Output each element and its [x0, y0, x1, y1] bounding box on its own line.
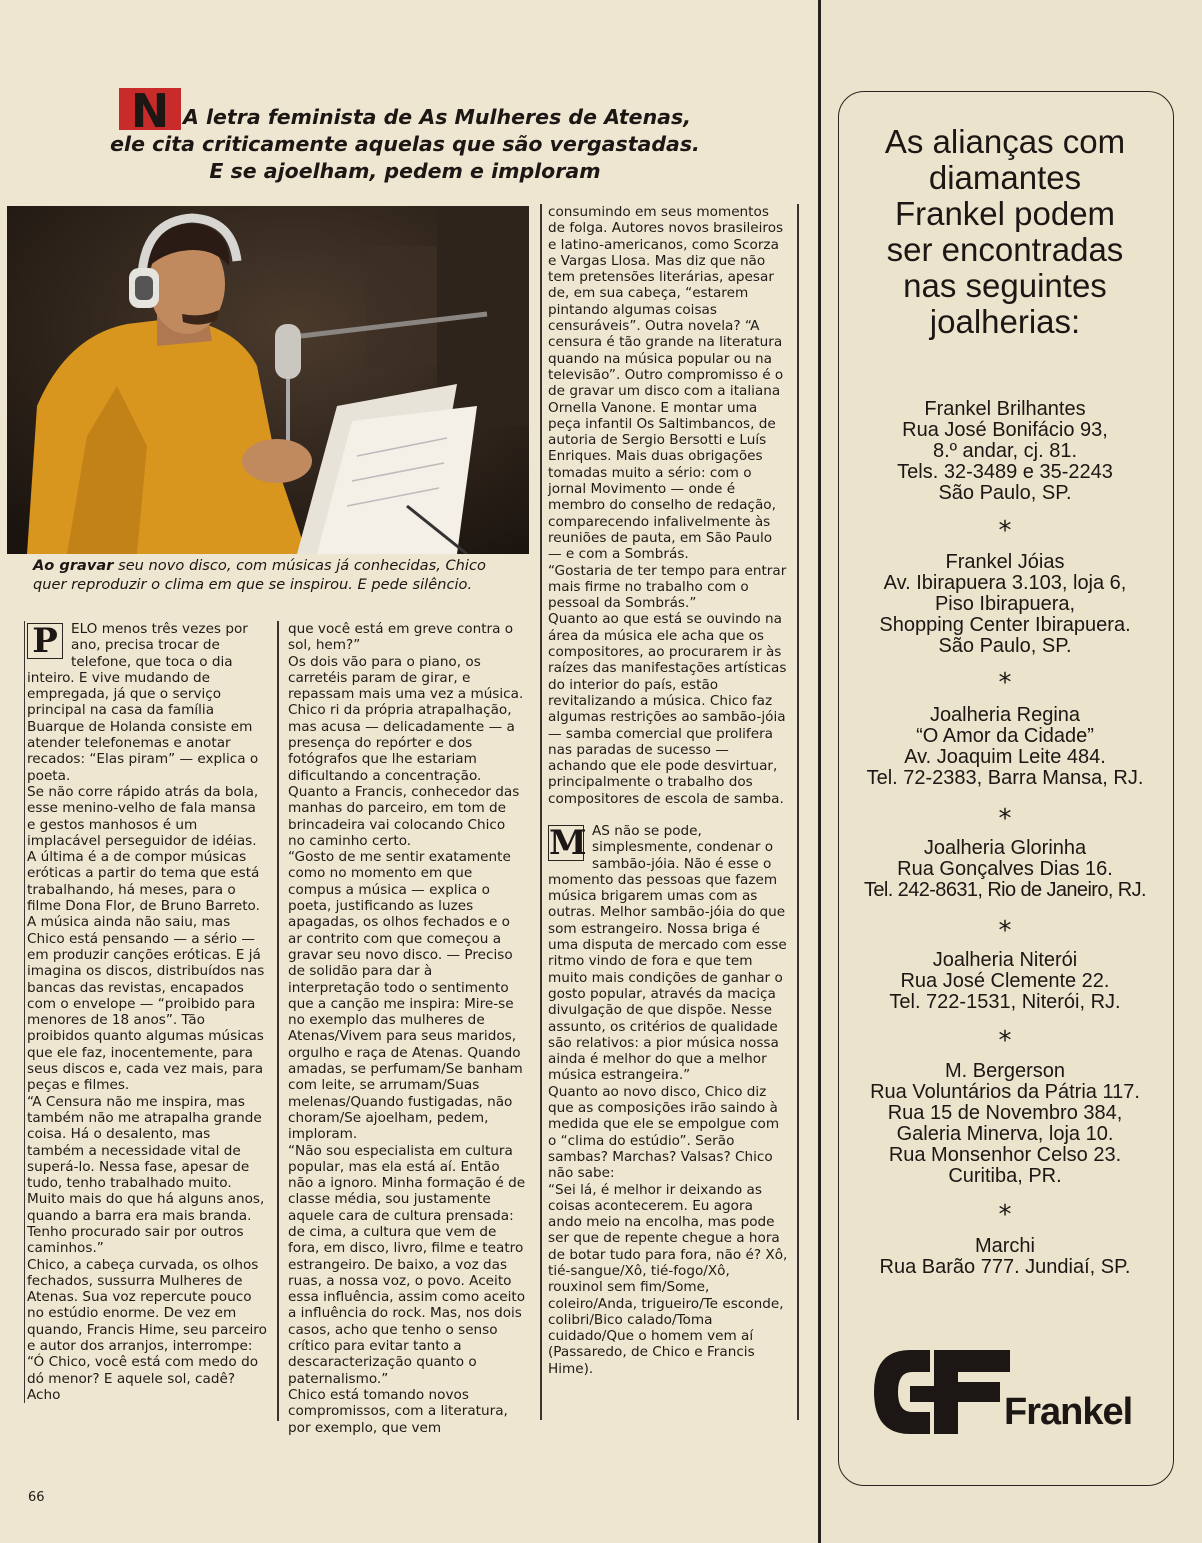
store-marchi: Marchi Rua Barão 777. Jundiaí, SP. — [879, 1235, 1131, 1278]
col3-paragraph-1: consumindo em seus momentos de folga. Autores novos brasileiros e latino-americanos, como Scorza e Vargas Llosa. Mas diz que não tem pretensões literárias, apesar de, em sua cabeça, “estarem pintando algumas coisas censuráveis”. Outra novela? “A censura é tão grande na literatura quando na música popular ou na televisão”. Outro compromisso é o de gravar um disco com a italiana Ornella Vanone. E montar uma peça infantil Os Saltimbancos, de autoria de Sergio Bersotti e Luís Enriques. Mais duas obrigações tomadas muito a sério: com o jornal Movimento — onde é membro do conselho de redação, comparecendo infalivelmente às reuniões de pauta, em São Paulo — e com a Sombrás. — [548, 204, 784, 563]
photo-caption — [33, 556, 523, 594]
col2-paragraph-3: “Gosto de me sentir exatamente como no momento em que compus a música — explica o poeta, justificando as luzes apagadas, os olhos fechados e o ar contrito com que começou a gravar seu novo disco. — Preciso de solidão para dar à interpretação todo o sentimento que a canção me inspira: Mire-se no exemplo das mulheres de Atenas/Vivem para seus maridos, orgulho e raça de Atenas. Quando amadas, se perfumam/Se banham com leite, se arrumam/Suas melenas/Quando fustigadas, não choram/Se ajoelham, pedem, imploram. — [288, 849, 523, 1143]
headline-line-3: E se ajoelham, pedem e imploram — [209, 159, 601, 183]
asterisk-icon: * — [998, 1200, 1012, 1230]
col1-paragraph-3: “A Censura não me inspira, mas também não me atrapalha grande coisa. Há o desalento, mas também a necessidade vital de superá-lo. Nessa fase, apesar de tudo, tenho trabalhado muito. Muito mais do que há alguns anos, quando a barra era mais branda. Tenho procurado sair por outros caminhos.” — [27, 1093, 265, 1257]
dropcap-p: P — [27, 623, 63, 659]
frankel-logo-text: Frankel — [1004, 1391, 1133, 1433]
col1-paragraph-1: ELO menos três vezes por ano, precisa trocar de telefone, que toca o dia inteiro. E vive mudando de empregada, já que o serviço principal na casa da família Buarque de Holanda consiste em atender telefonemas e anotar recados: “Elas piram” — explica o poeta. — [27, 621, 259, 784]
headline-line-1: N A letra feminista de As Mulheres de Atenas, — [30, 88, 780, 131]
col3-section-gap — [548, 807, 788, 823]
col1-paragraph-4: Chico, a cabeça curvada, os olhos fechados, sussurra Mulheres de Atenas. Sua voz repercute pouco no estúdio enorme. De vez em quando, Francis Hime, seu parceiro e autor dos arranjos, interrompe: “Ó Chico, você está com medo do dó menor? E aquele sol, cadê? Acho — [27, 1256, 267, 1403]
col3-paragraph-2: “Gostaria de ter tempo para entrar mais firme no trabalho com o pessoal da Sombrás.” — [548, 562, 787, 612]
store-joalheria-glorinha: Joalheria Glorinha Rua Gonçalves Dias 16. Tel. 242-8631, Rio de Janeiro, RJ. — [864, 837, 1146, 901]
store-joalheria-regina: Joalheria Regina “O Amor da Cidade” Av. Joaquim Leite 484. Tel. 72-2383, Barra Mansa, RJ. — [866, 704, 1144, 789]
store-frankel-brilhantes: Frankel Brilhantes Rua José Bonifácio 93, 8.º andar, cj. 81. Tels. 32-3489 e 35-2243 São Paulo, SP. — [897, 398, 1113, 504]
caption-lead: Ao gravar — [33, 557, 114, 574]
ad-title: As alianças com diamantes Frankel podem ser encontradas nas seguintes joalherias: — [884, 123, 1126, 340]
asterisk-icon: * — [998, 516, 1012, 546]
article-column-1 — [24, 621, 268, 1403]
store-m-bergerson: M. Bergerson Rua Voluntários da Pátria 117. Rua 15 de Novembro 384, Galeria Minerva, loja 10. Rua Monsenhor Celso 23. Curitiba, PR. — [870, 1060, 1140, 1187]
column-rule-2 — [540, 204, 542, 1420]
col3-paragraph-4: AS não se pode, simplesmente, condenar o sambão-jóia. Não é esse o momento das pessoas que fazem música brigarem umas com as outras. Melhor sambão-jóia do que som estrangeiro. Nossa briga é uma disputa de mercado com esse ritmo vindo de fora e que tem muito mais condições de ganhar o gosto popular, através da maciça divulgação de que dispõe. Nesse assunto, os critérios de qualidade são relativos: a pior música nossa ainda é melhor do que a melhor música estrangeira.” — [548, 822, 787, 1084]
store-frankel-joias: Frankel Jóias Av. Ibirapuera 3.103, loja 6, Piso Ibirapuera, Shopping Center Ibirapuera. São Paulo, SP. — [879, 551, 1131, 657]
caption-text: seu novo disco, com músicas já conhecidas, Chico quer reproduzir o clima em que se inspirou. E pede silêncio. — [33, 557, 486, 593]
col2-paragraph-5: Chico está tomando novos compromissos, com a literatura, por exemplo, que vem — [288, 1386, 508, 1436]
asterisk-icon: * — [998, 668, 1012, 698]
col2-paragraph-1: que você está em greve contra o sol, hem?” — [288, 621, 514, 654]
article-column-2 — [288, 621, 526, 1436]
studio-photo — [7, 206, 529, 554]
headline-initial-block: N — [119, 88, 181, 130]
page-number: 66 — [28, 1490, 45, 1505]
headline — [30, 88, 780, 185]
asterisk-icon: * — [998, 1026, 1012, 1056]
column-rule-1 — [277, 621, 279, 1421]
asterisk-icon: * — [998, 804, 1012, 834]
column-rule-3 — [797, 204, 799, 1420]
col3-paragraph-5: Quanto ao novo disco, Chico diz que as composições irão saindo à medida que ele se empolgue com o “clima do estúdio”. Serão sambas? Marchas? Valsas? Chico não sabe: — [548, 1083, 780, 1182]
asterisk-icon: * — [998, 916, 1012, 946]
col2-paragraph-2: Os dois vão para o piano, os carretéis param de girar, e repassam mais uma vez a música. Chico ri da própria atrapalhação, mas acusa — delicadamente — a presença do repórter e dos fotógrafos que lhe estariam dificultando a concentração. Quanto a Francis, conhecedor das manhas do parceiro, em tom de brincadeira vai colocando Chico no caminho certo. — [288, 653, 524, 849]
col2-paragraph-4: “Não sou especialista em cultura popular, mas ela está aí. Então não a ignoro. Minha formação é de classe média, sou justamente aquele cara de cultura prensada: de cima, a cultura que vem de fora, em disco, livro, filme e teatro estrangeiro. De baixo, a voz das ruas, a nossa voz, o povo. Aceito essa influência, assim como aceito a influência do rock. Mas, nos dois casos, acho que tenho o senso crítico para evitar tanto a descaracterização quanto o paternalismo.” — [288, 1142, 526, 1387]
studio-photo-illustration — [7, 206, 529, 554]
dropcap-m: M — [549, 822, 587, 863]
headline-line-2: ele cita criticamente aquelas que são vergastadas. — [110, 132, 700, 156]
col1-paragraph-2: Se não corre rápido atrás da bola, esse menino-velho de fala mansa e gestos manhosos é um implacável perseguidor de idéias. A última é a de compor músicas eróticas a partir do tema que está trabalhando, há meses, para o filme Dona Flor, de Bruno Barreto. A música ainda não saiu, mas Chico está pensando — a sério — em produzir canções eróticas. E já imagina os discos, distribuídos nas bancas das revistas, encapados com o envelope — “proibido para menores de 18 anos”. Tão proibidos quanto algumas músicas que ele faz, inocentemente, para seus discos e, cada vez mais, para peças e filmes. — [27, 783, 265, 1094]
col3-paragraph-3: Quanto ao que está se ouvindo na área da música ele acha que os compositores, ao procurarem ir às raízes das manifestações artísticas do interior do país, estão revitalizando a música. Chico faz algumas restrições ao sambão-jóia — samba comercial que prolifera nas paradas de sucesso — achando que ele pode desvirtuar, principalmente o trabalho dos compositores de escola de samba. — [548, 611, 787, 807]
article-column-3 — [548, 204, 788, 1377]
store-joalheria-niteroi: Joalheria Niterói Rua José Clemente 22. Tel. 722-1531, Niterói, RJ. — [889, 949, 1121, 1013]
col3-paragraph-6: “Sei lá, é melhor ir deixando as coisas acontecerem. Eu agora ando meio na encolha, mas pode ser que de repente chegue a hora de botar tudo para fora, não é? Xô, tié-sangue/Xô, tié-fogo/Xô, rouxinol sem fim/Some, coleiro/Anda, trigueiro/Te esconde, colibri/Bico calado/Toma cuidado/Que o homem vem aí (Passaredo, de Chico e Francis Hime). — [548, 1181, 788, 1377]
